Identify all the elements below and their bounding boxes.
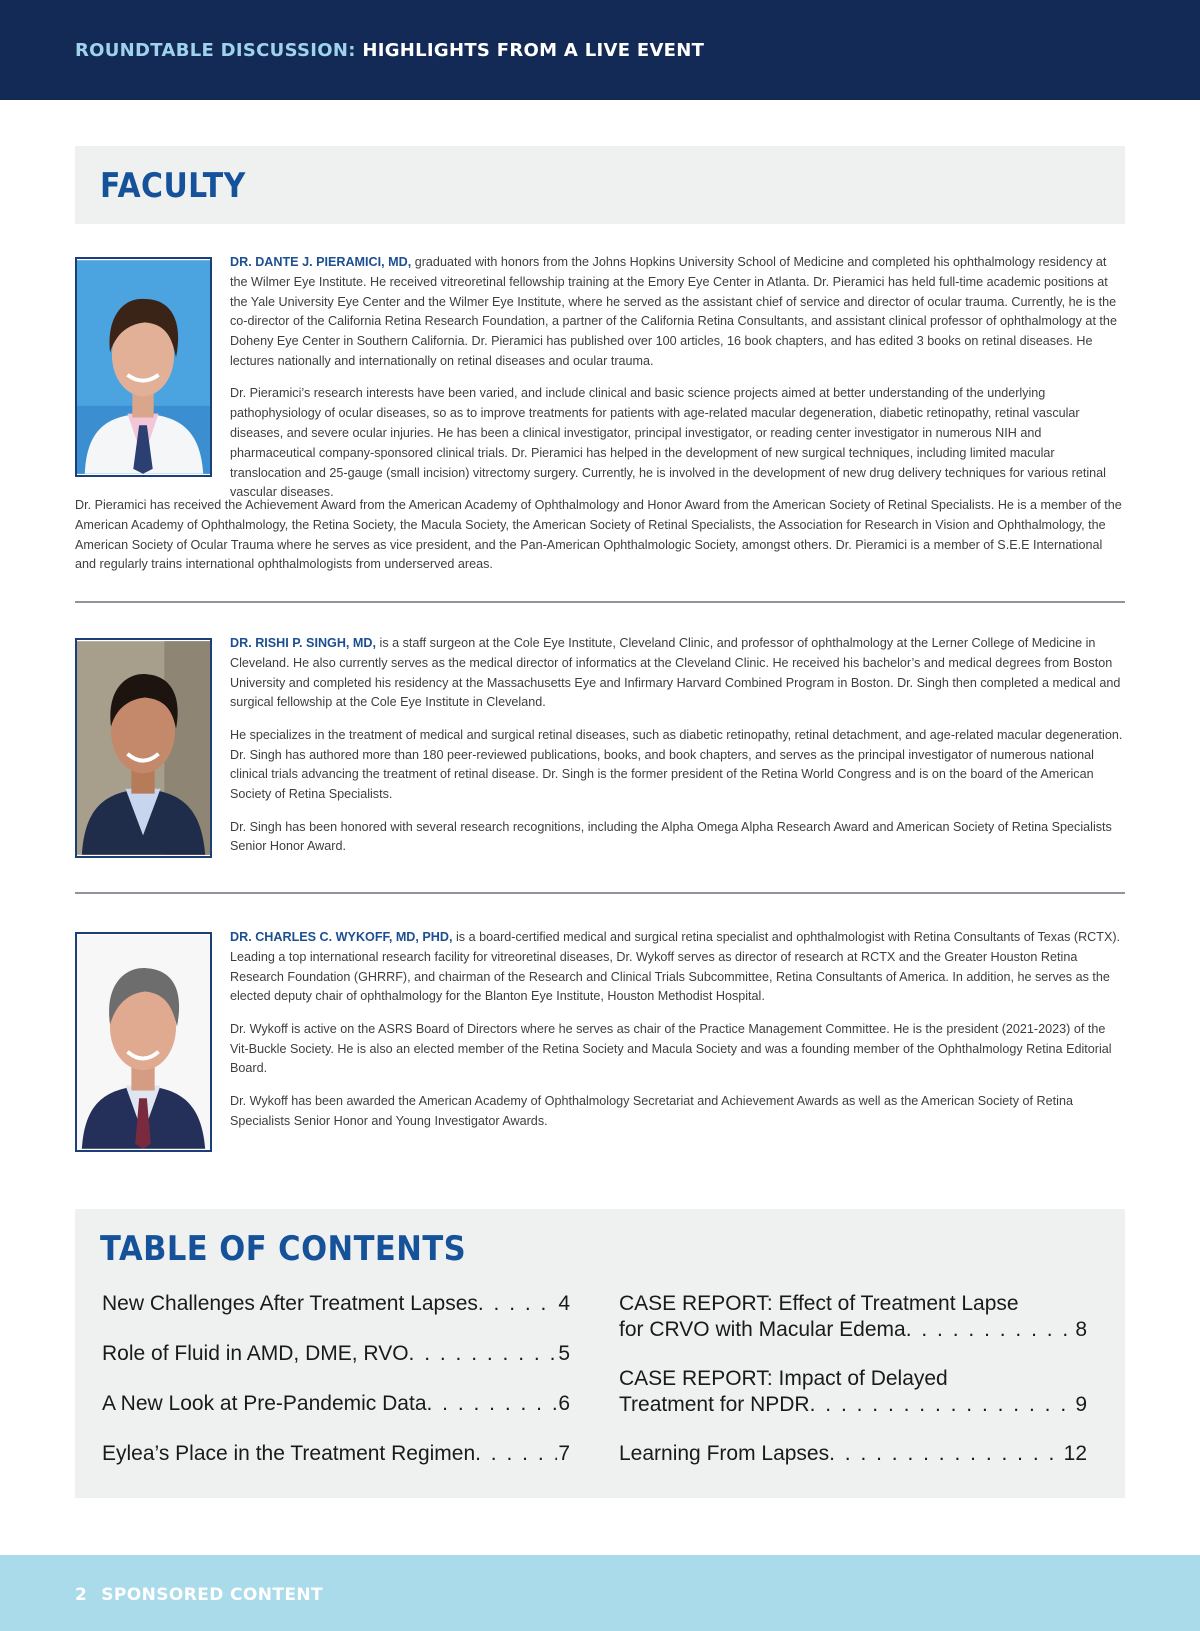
wykoff-portrait-photo — [75, 932, 212, 1152]
pieramici-bio-top — [230, 253, 1125, 516]
toc-page: 7 — [558, 1442, 570, 1465]
faculty-name: DR. DANTE J. PIERAMICI, MD, — [230, 255, 412, 269]
bio-paragraph — [230, 253, 1125, 372]
table-of-contents — [75, 1209, 1125, 1498]
footer-bar — [0, 1555, 1200, 1631]
pieramici-portrait-photo — [75, 257, 212, 477]
toc-title: CASE REPORT: Effect of Treatment Lapse — [619, 1292, 1019, 1315]
toc-title: Eylea’s Place in the Treatment Regimen — [102, 1442, 476, 1465]
toc-item[interactable] — [619, 1291, 1087, 1343]
header-title — [75, 40, 704, 61]
toc-title: New Challenges After Treatment Lapses — [102, 1292, 478, 1315]
toc-page: 5 — [558, 1342, 570, 1365]
bio-paragraph — [230, 928, 1125, 1007]
footer-text — [75, 1585, 323, 1605]
toc-title: for CRVO with Macular Edema — [619, 1318, 906, 1341]
faculty-name: DR. CHARLES C. WYKOFF, MD, PHD, — [230, 930, 453, 944]
bio-paragraph: Dr. Pieramici has received the Achievement Award from the American Academy of Ophthalmology and Honor Award from the American Society of Retinal Specialists. He is a member of the American Academy of Ophthalmology, the Retina Society, the Macula Society, the American Society of Retinal Specialists, the Association for Research in Vision and Ophthalmology, the American Society of Ocular Trauma where he serves as vice president, and the Pan-American Ophthalmologic Society, amongst others. Dr. Pieramici is a member of S.E.E International and regularly trains international ophthalmologists from underserved areas. — [75, 498, 1122, 572]
singh-portrait-photo — [75, 638, 212, 858]
section-divider — [75, 892, 1125, 894]
toc-page: 12 — [1063, 1442, 1087, 1465]
toc-page: 9 — [1075, 1393, 1087, 1416]
header-bar — [0, 0, 1200, 100]
portrait-icon — [77, 934, 210, 1150]
page-number: 2 — [75, 1585, 88, 1605]
faculty-heading-panel — [75, 146, 1125, 224]
toc-title: Treatment for NPDR — [619, 1393, 810, 1416]
bio-paragraph: Dr. Wykoff has been awarded the American Academy of Ophthalmology Secretariat and Achievement Awards as well as the American Society of Retina Specialists Senior Honor and Young Investigator Awards. — [230, 1093, 1073, 1128]
pieramici-bio-bottom — [75, 496, 1125, 588]
faculty-name: DR. RISHI P. SINGH, MD, — [230, 636, 377, 650]
wykoff-bio — [230, 928, 1125, 1144]
toc-title: Learning From Lapses — [619, 1442, 830, 1465]
toc-page: 6 — [558, 1392, 570, 1415]
toc-item[interactable] — [102, 1441, 570, 1467]
toc-page: 8 — [1075, 1318, 1087, 1341]
portrait-icon — [77, 640, 210, 856]
toc-item[interactable] — [102, 1341, 570, 1367]
toc-title: A New Look at Pre-Pandemic Data — [102, 1392, 427, 1415]
singh-bio — [230, 634, 1125, 870]
bio-paragraph: He specializes in the treatment of medical and surgical retinal diseases, such as diabetic retinopathy, retinal detachment, and age-related macular degeneration. Dr. Singh has authored more than 180 peer-reviewed publications, books, and book chapters, and serves as the principal investigator of numerous national clinical trials advancing the treatment of retinal disease. Dr. Singh is the former president of the Retina World Congress and is on the board of the American Society of Retina Specialists. — [230, 727, 1123, 802]
section-divider — [75, 601, 1125, 603]
header-subtitle: HIGHLIGHTS FROM A LIVE EVENT — [362, 40, 705, 61]
bio-paragraph: Dr. Singh has been honored with several research recognitions, including the Alpha Omega Alpha Research Award and American Society of Retina Specialists Senior Honor Award. — [230, 819, 1112, 854]
toc-page: 4 — [558, 1292, 570, 1315]
header-label: ROUNDTABLE DISCUSSION: — [75, 40, 356, 61]
toc-item[interactable] — [619, 1441, 1087, 1467]
footer-label: SPONSORED CONTENT — [101, 1585, 324, 1605]
faculty-heading: FACULTY — [100, 166, 246, 206]
toc-heading: TABLE OF CONTENTS — [100, 1229, 467, 1269]
toc-title: CASE REPORT: Impact of Delayed — [619, 1367, 948, 1390]
bio-paragraph — [230, 634, 1125, 713]
toc-item[interactable] — [102, 1291, 570, 1317]
toc-item[interactable] — [619, 1366, 1087, 1418]
bio-paragraph: Dr. Wykoff is active on the ASRS Board of Directors where he serves as chair of the Practice Management Committee. He is the president (2021-2023) of the Vit-Buckle Society. He is also an elected member of the Retina Society and Macula Society and was a founding member of the Ophthalmology Retina Editorial Board. — [230, 1021, 1112, 1076]
toc-title: Role of Fluid in AMD, DME, RVO — [102, 1342, 409, 1365]
bio-text: graduated with honors from the Johns Hopkins University School of Medicine and completed his ophthalmology residency at the Wilmer Eye Institute. He received vitreoretinal fellowship training at the Emory Eye Center in Atlanta. Dr. Pieramici has held full-time academic positions at the Yale University Eye Center and the Wilmer Eye Institute, where he served as the assistant chief of service and director of ocular trauma. Currently, he is the co-director of the California Retina Research Foundation, a partner of the California Retina Consultants, and assistant clinical professor of ophthalmology at the Doheny Eye Center in Southern California. Dr. Pieramici has published over 100 articles, 16 book chapters, and has edited 3 books on retinal diseases. He lectures nationally and internationally on retinal diseases and ocular trauma. — [230, 255, 1117, 368]
portrait-icon — [77, 259, 210, 475]
bio-text: is a board-certified medical and surgical retina specialist and ophthalmologist with Retina Consultants of Texas (RCTX). Leading a top international research facility for vitreoretinal diseases, Dr. Wykoff serves as director of research at RCTX and the Greater Houston Retina Research Foundation (GHRRF), and chairman of the Research and Clinical Trials Subcommittee, Retina Consultants of America. In addition, he serves as the elected deputy chair of ophthalmology for the Blanton Eye Institute, Houston Methodist Hospital. — [230, 930, 1121, 1004]
toc-item[interactable] — [102, 1391, 570, 1417]
bio-paragraph: Dr. Pieramici’s research interests have been varied, and include clinical and basic science projects aimed at better understanding of the underlying pathophysiology of ocular diseases, so as to improve treatments for patients with age-related macular degeneration, diabetic retinopathy, retinal vascular diseases, and severe ocular injuries. He has been a clinical investigator, principal investigator, or reading center investigator in numerous NIH and pharmaceutical company-sponsored clinical trials. Dr. Pieramici has helped in the development of new surgical techniques, including limited macular translocation and 25-gauge (small incision) vitrectomy surgery. Currently, he is involved in the development of new drug delivery techniques for various retinal vascular diseases. — [230, 386, 1106, 500]
bio-text: is a staff surgeon at the Cole Eye Institute, Cleveland Clinic, and professor of ophthalmology at the Lerner College of Medicine in Cleveland. He also currently serves as the medical director of informatics at the Cleveland Clinic. He received his bachelor’s and medical degrees from Boston University and completed his residency at the Massachusetts Eye and Infirmary Harvard Combined Program in Boston. Dr. Singh then completed a medical and surgical fellowship at the Cole Eye Institute in Cleveland. — [230, 636, 1121, 710]
